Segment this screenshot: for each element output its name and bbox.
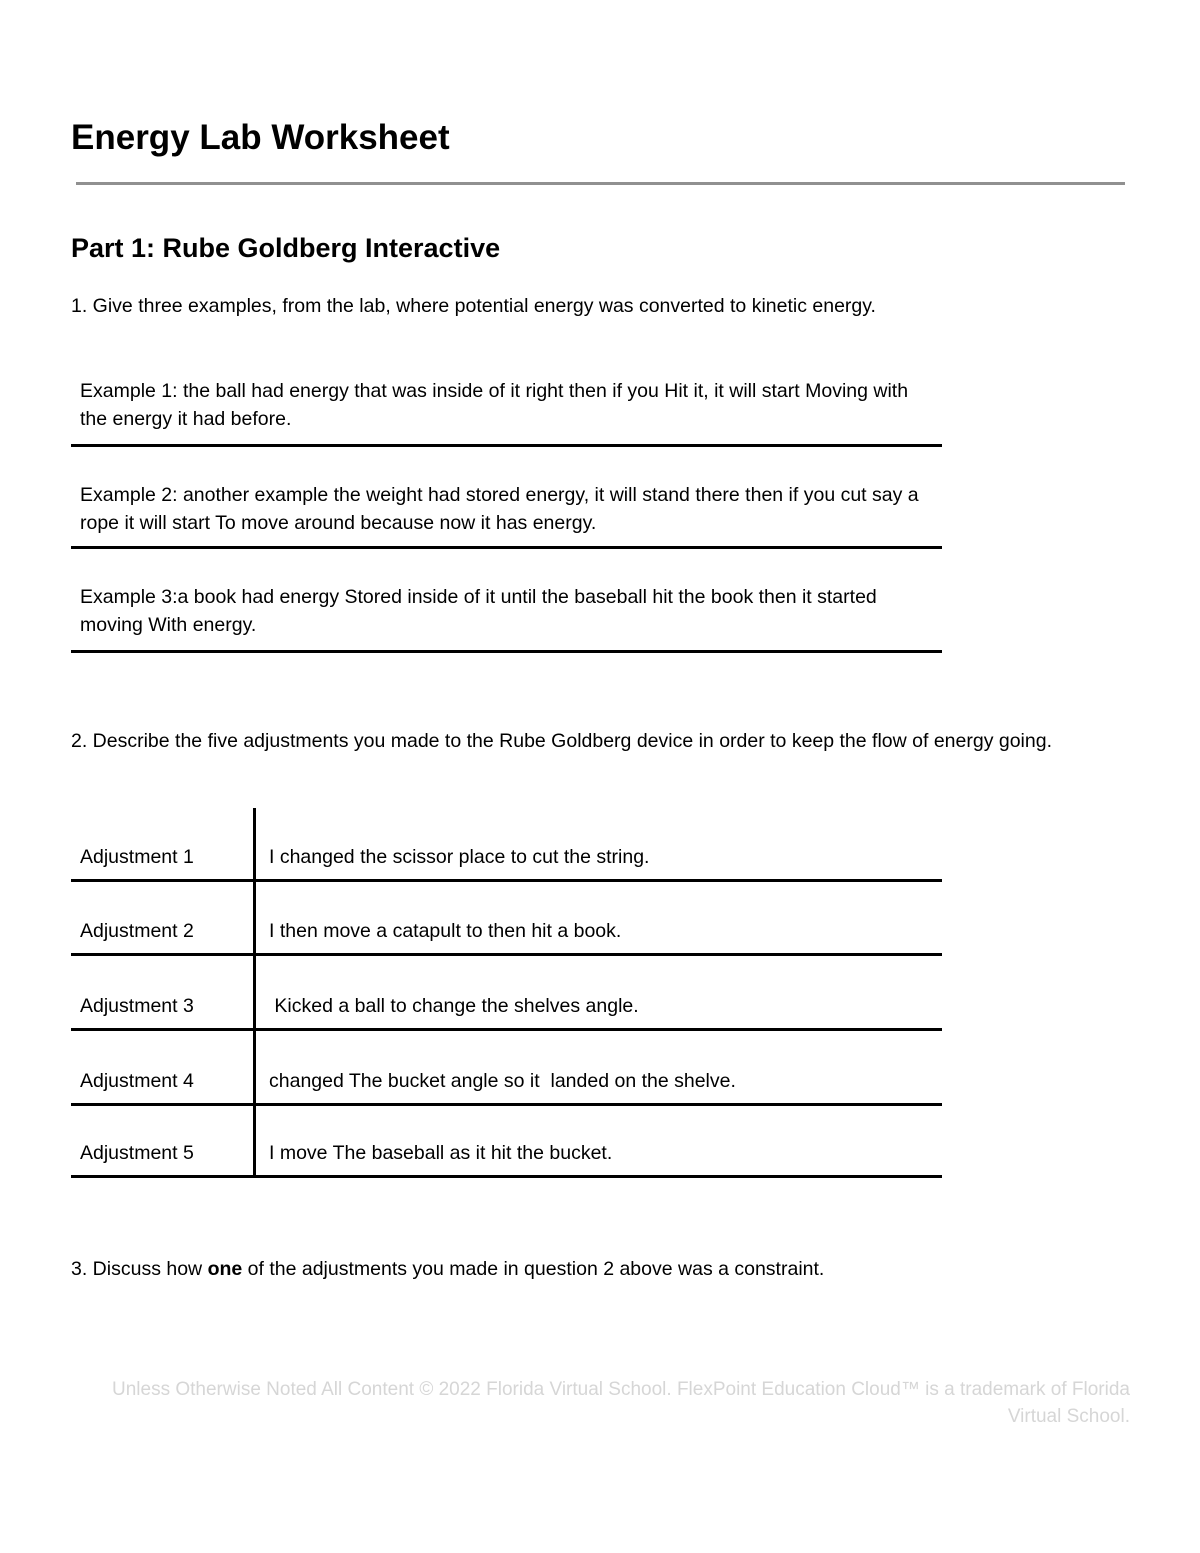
table-row	[71, 1106, 942, 1178]
adjustment-4-answer[interactable]: changed The bucket angle so it landed on the shelve.	[269, 1070, 736, 1092]
question-3-emphasis: one	[207, 1258, 243, 1280]
question-2-prompt: 2. Describe the five adjustments you made to the Rube Goldberg device in order to keep the flow of energy going.	[71, 730, 1052, 752]
adjustment-2-label: Adjustment 2	[80, 920, 194, 942]
section-heading: Part 1: Rube Goldberg Interactive	[71, 233, 501, 263]
example-3-text: Example 3:a book had energy Stored inside of it until the baseball hit the book then it started moving With energy.	[80, 586, 877, 636]
example-1-text: Example 1: the ball had energy that was inside of it right then if you Hit it, it will start Moving with the energy it had before.	[80, 380, 909, 430]
adjustment-1-label: Adjustment 1	[80, 846, 194, 868]
adjustment-4-label: Adjustment 4	[80, 1070, 194, 1092]
copyright-footer: Unless Otherwise Noted All Content © 2022 Florida Virtual School. FlexPoint Education Cloud™ is a trademark of Florida Virtual School.	[112, 1379, 1130, 1427]
example-2-answer-box[interactable]	[71, 481, 942, 549]
question-3-prompt-end: of the adjustments you made in question 2 above was a constraint.	[242, 1258, 825, 1280]
table-row	[71, 882, 942, 956]
page-title: Energy Lab Worksheet	[71, 118, 450, 157]
title-divider	[76, 182, 1125, 185]
question-1-prompt: 1. Give three examples, from the lab, where potential energy was converted to kinetic energy.	[71, 295, 876, 317]
table-row	[71, 956, 942, 1031]
question-3-prompt-start: 3. Discuss how	[71, 1258, 208, 1280]
table-column-divider	[253, 808, 256, 1178]
adjustment-3-answer[interactable]: Kicked a ball to change the shelves angle.	[269, 995, 639, 1017]
question-3-prompt	[71, 1255, 1131, 1284]
table-row	[71, 808, 942, 882]
adjustment-5-answer[interactable]: I move The baseball as it hit the bucket.	[269, 1142, 613, 1164]
adjustment-2-answer[interactable]: I then move a catapult to then hit a book.	[269, 920, 622, 942]
adjustment-3-label: Adjustment 3	[80, 995, 194, 1017]
example-1-answer-box[interactable]	[71, 377, 942, 447]
example-3-answer-box[interactable]	[71, 583, 942, 653]
example-2-text: Example 2: another example the weight had stored energy, it will stand there then if you cut say a rope it will start To move around because now it has energy.	[80, 484, 919, 534]
adjustment-1-answer[interactable]: I changed the scissor place to cut the string.	[269, 846, 650, 868]
adjustment-5-label: Adjustment 5	[80, 1142, 194, 1164]
table-row	[71, 1031, 942, 1106]
